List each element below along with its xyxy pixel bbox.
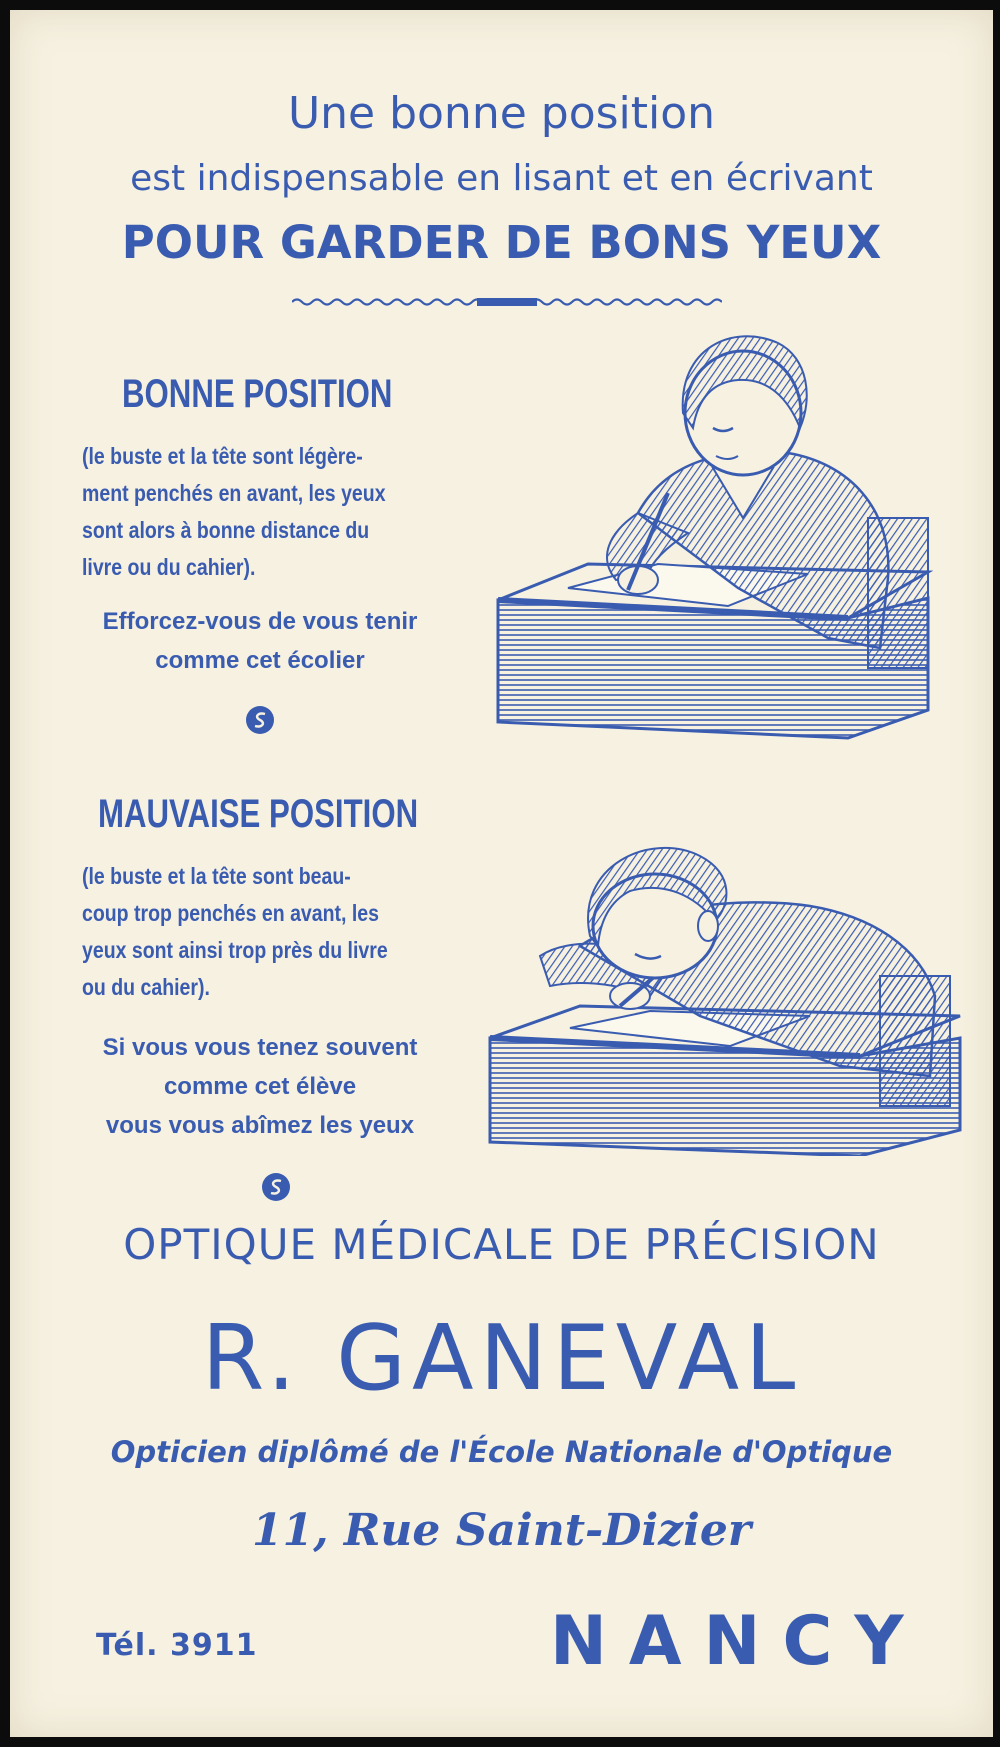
bad-position-advice <box>70 1028 450 1145</box>
good-posture-illustration <box>488 318 958 743</box>
city-name: NANCY <box>550 1602 926 1681</box>
description-line: ment penchés en avant, les yeux <box>82 480 386 506</box>
ornament-icon <box>260 1171 292 1203</box>
address: 11, Rue Saint-Dizier <box>251 1505 752 1556</box>
wavy-divider <box>292 295 722 309</box>
description-line: (le buste et la tête sont légère- <box>82 443 363 469</box>
advice-line: Si vous vous tenez souvent <box>102 1034 418 1061</box>
good-position-advice <box>70 602 450 680</box>
advice-line: Efforcez-vous de vous tenir <box>102 608 418 635</box>
slogan: POUR GARDER DE BONS YEUX <box>121 216 882 269</box>
diploma-line: Opticien diplômé de l'École Nationale d'Optique <box>110 1435 893 1469</box>
description-line: sont alors à bonne distance du <box>82 517 370 543</box>
advertising-card <box>10 10 993 1737</box>
description-line: livre ou du cahier). <box>82 554 256 580</box>
description-line: yeux sont ainsi trop près du livre <box>82 937 388 963</box>
bad-posture-illustration <box>480 826 970 1156</box>
description-line: ou du cahier). <box>82 974 210 1000</box>
optique-heading: OPTIQUE MÉDICALE DE PRÉCISION <box>123 1220 880 1269</box>
advice-line: vous vous abîmez les yeux <box>105 1112 415 1139</box>
good-position-description <box>82 438 386 586</box>
subtitle: est indispensable en lisant et en écrivant <box>130 158 873 199</box>
bad-position-title: MAUVAISE POSITION <box>98 792 419 836</box>
main-title: Une bonne position <box>287 88 716 139</box>
good-position-title: BONNE POSITION <box>122 372 393 416</box>
bad-position-description <box>82 858 388 1006</box>
optician-name: R. GANEVAL <box>201 1306 802 1411</box>
description-line: coup trop penchés en avant, les <box>82 900 379 926</box>
phone-number: Tél. 3911 <box>96 1628 258 1663</box>
description-line: (le buste et la tête sont beau- <box>82 863 351 889</box>
advice-line: comme cet écolier <box>155 647 365 674</box>
advice-line: comme cet élève <box>163 1073 357 1100</box>
ornament-icon <box>244 704 276 736</box>
